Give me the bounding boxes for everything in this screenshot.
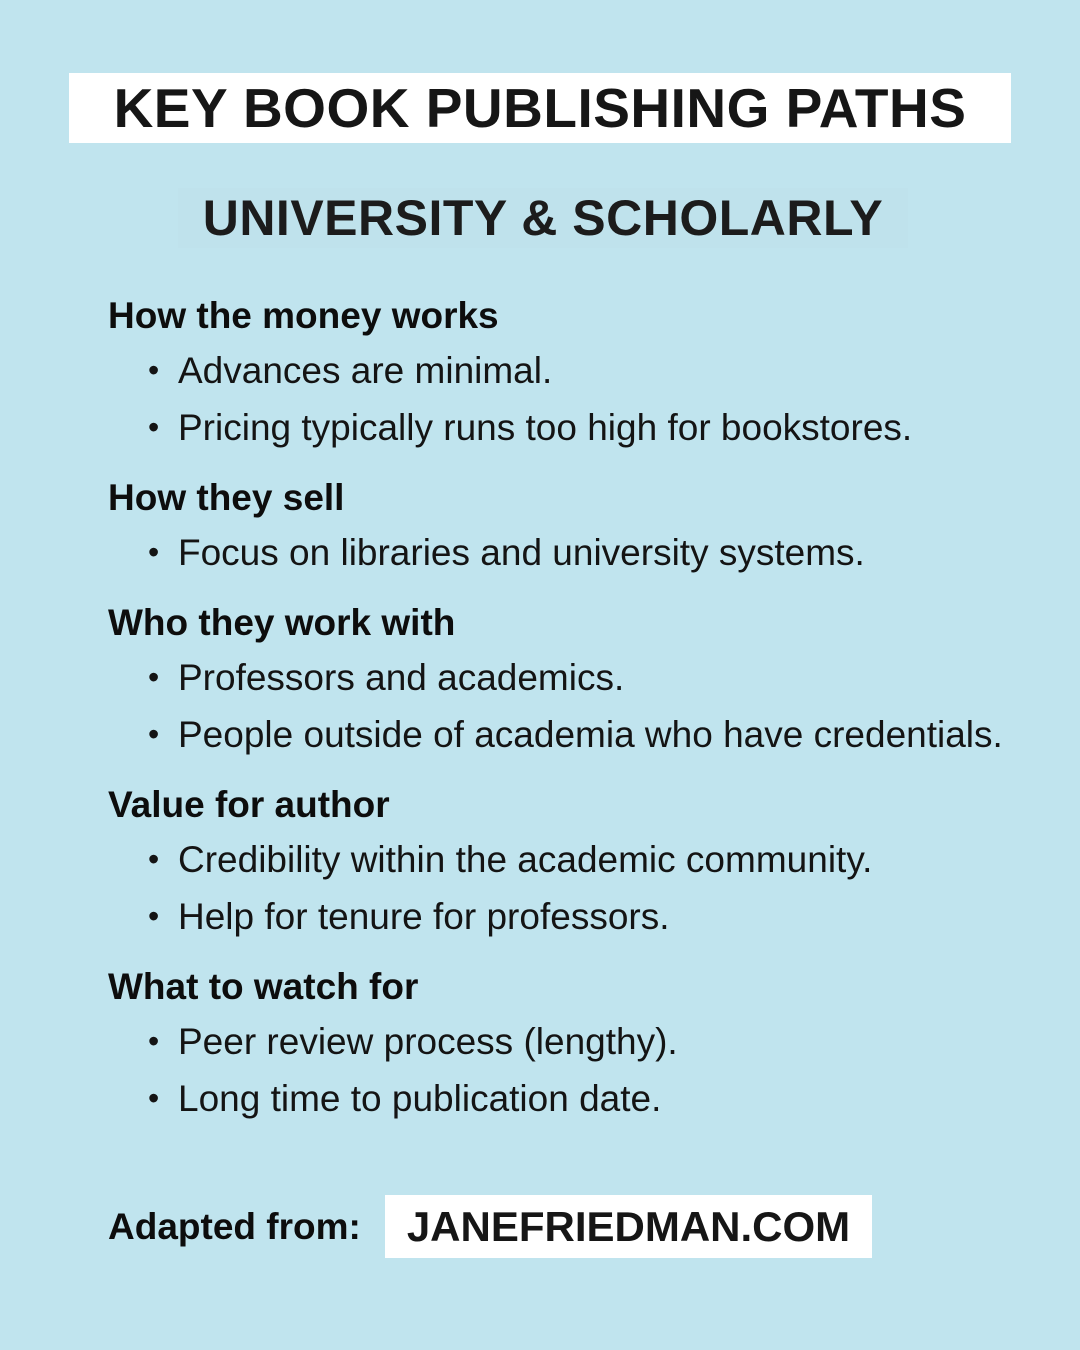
bullet-list xyxy=(108,649,1068,763)
section-value xyxy=(108,779,1068,945)
section-heading: How they sell xyxy=(108,477,345,518)
bullet-list xyxy=(108,524,1068,581)
bullet-item: • Credibility within the academic community. xyxy=(108,831,1068,888)
bullet-item: • Long time to publication date. xyxy=(108,1070,1068,1127)
source-name: JANEFRIEDMAN.COM xyxy=(406,1202,851,1250)
bullet-item: • Focus on libraries and university systems. xyxy=(108,524,1068,581)
bullet-list xyxy=(108,1013,1068,1127)
footer-label: Adapted from: xyxy=(108,1205,361,1247)
bullet-item: • Professors and academics. xyxy=(108,649,1068,706)
page-title: KEY BOOK PUBLISHING PATHS xyxy=(113,77,967,139)
title-banner xyxy=(69,73,1011,143)
bullet-list xyxy=(108,831,1068,945)
bullet-item: • Peer review process (lengthy). xyxy=(108,1013,1068,1070)
bullet-list xyxy=(108,342,1068,456)
content xyxy=(108,290,1068,1127)
section-heading: Value for author xyxy=(108,784,390,825)
subtitle-banner xyxy=(178,188,908,248)
page-subtitle: UNIVERSITY & SCHOLARLY xyxy=(202,190,884,246)
section-sell xyxy=(108,472,1068,581)
source-banner xyxy=(385,1195,872,1258)
bullet-item: • Advances are minimal. xyxy=(108,342,1068,399)
footer xyxy=(108,1195,851,1258)
section-watch-for xyxy=(108,961,1068,1127)
bullet-item: • Pricing typically runs too high for bookstores. xyxy=(108,399,1068,456)
bullet-item: • Help for tenure for professors. xyxy=(108,888,1068,945)
section-money xyxy=(108,290,1068,456)
bullet-item: • People outside of academia who have credentials. xyxy=(108,706,1068,763)
section-heading: What to watch for xyxy=(108,966,419,1007)
section-heading: How the money works xyxy=(108,295,499,336)
section-work-with xyxy=(108,597,1068,763)
section-heading: Who they work with xyxy=(108,602,456,643)
